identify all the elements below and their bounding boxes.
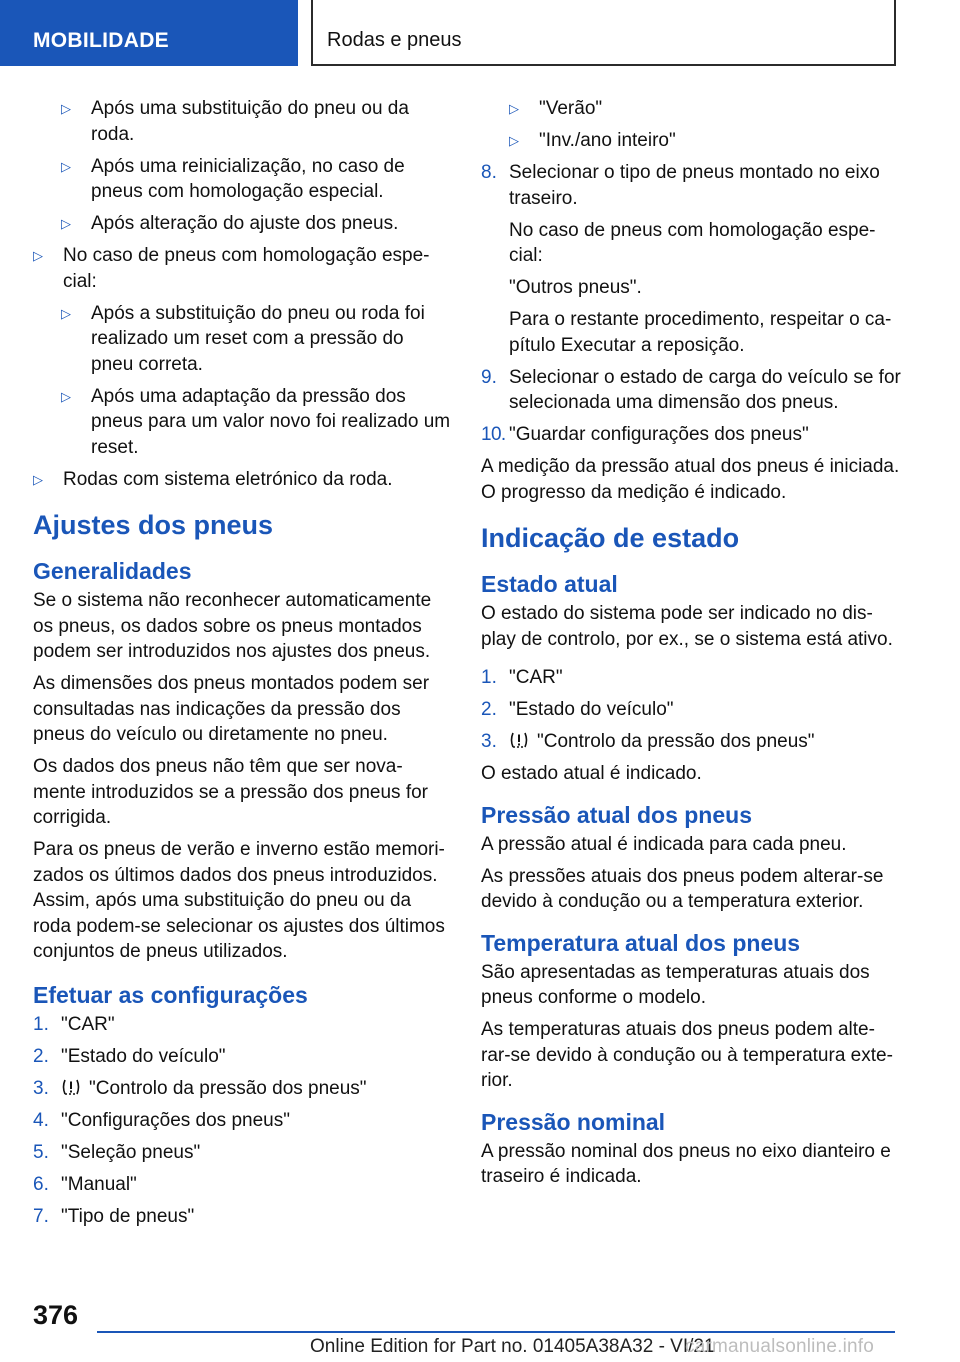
edition-text: Online Edition for Part no. 01405A38A32 - VI/21	[310, 1336, 715, 1357]
step-item: 1. "CAR"	[33, 1013, 115, 1035]
paragraph: A pressão atual é indicada para cada pneu.	[481, 833, 847, 855]
chapter-title: Rodas e pneus	[327, 29, 462, 51]
step-continuation: No caso de pneus com homologação espe‐cial:	[509, 219, 876, 266]
section-tab	[0, 0, 298, 66]
section-title: MOBILIDADE	[33, 29, 169, 52]
heading-pressao-atual: Pressão atual dos pneus	[481, 801, 752, 828]
heading-estado-atual: Estado atual	[481, 571, 618, 597]
heading-pressao-nominal: Pressão nominal	[481, 1108, 666, 1135]
step-item: 8. Selecionar o tipo de pneus montado no eixo traseiro.	[481, 162, 880, 209]
list-item: ▷ Após uma adaptação da pressão dos pneus para um valor novo foi realizado um reset.	[61, 385, 451, 458]
list-item: ▷ Após uma substituição do pneu ou da roda.	[61, 98, 409, 145]
triangle-right-icon: ▷	[509, 133, 519, 148]
step-item: 3. "Controlo da pressão dos pneus"	[33, 1077, 367, 1099]
paragraph: As temperaturas atuais dos pneus podem alte‐rar-se devido à condução ou à temperatura exte‐rior.	[481, 1019, 893, 1091]
tire-pressure-warning-icon	[61, 1078, 81, 1096]
right-column	[481, 96, 901, 1196]
step-item: 2. "Estado do veículo"	[481, 699, 674, 720]
triangle-right-icon: ▷	[33, 471, 43, 487]
tire-pressure-warning-icon	[509, 731, 529, 749]
heading-efetuar: Efetuar as configurações	[33, 981, 308, 1008]
list-item: ▷ No caso de pneus com homologação espe‐cial:	[33, 245, 430, 292]
paragraph: Para os pneus de verão e inverno estão memori‐zados os últimos dados dos pneus introduzidos. Assim, após uma substituição do pneu ou da roda podem-se selecionar os ajustes dos últimos conjuntos de pneus utilizados.	[33, 839, 445, 962]
heading-temperatura: Temperatura atual dos pneus	[481, 929, 801, 956]
triangle-right-icon: ▷	[61, 101, 71, 116]
paragraph: A pressão nominal dos pneus no eixo dianteiro e traseiro é indicada.	[481, 1140, 891, 1187]
list-item: ▷ "Verão"	[509, 96, 901, 122]
step-item: 1. "CAR"	[481, 667, 563, 688]
step-item: 6. "Manual"	[33, 1173, 137, 1195]
paragraph: São apresentadas as temperaturas atuais dos pneus conforme o modelo.	[481, 961, 870, 1008]
list-item: ▷ Após a substituição do pneu ou roda foi realizado um reset com a pressão do pneu correta.	[61, 302, 425, 375]
triangle-right-icon: ▷	[61, 158, 71, 174]
paragraph: O estado do sistema pode ser indicado no dis‐play de controlo, por ex., se o sistema está ativo.	[481, 603, 893, 650]
footer-divider	[97, 1331, 895, 1333]
step-item: 5. "Seleção pneus"	[33, 1141, 201, 1163]
paragraph: Os dados dos pneus não têm que ser nova‐mente introduzidos se a pressão dos pneus for corrigida.	[33, 756, 429, 828]
chapter-tab	[311, 0, 896, 66]
page-number: 376	[33, 1300, 79, 1330]
page-header	[0, 0, 960, 66]
triangle-right-icon: ▷	[61, 305, 71, 321]
triangle-right-icon: ▷	[509, 101, 519, 116]
step-item: 9. Selecionar o estado de carga do veículo se for selecionada uma dimensão dos pneus.	[481, 366, 901, 413]
list-item: ▷ Rodas com sistema eletrónico da roda.	[33, 467, 451, 493]
list-item: ▷ Após uma reinicialização, no caso de pneus com homologação especial.	[61, 155, 405, 202]
paragraph: As dimensões dos pneus montados podem ser consultadas nas indicações da pressão dos pneus do veículo ou diretamente no pneu.	[33, 673, 430, 745]
step-item: 4. "Configurações dos pneus"	[33, 1109, 290, 1131]
step-continuation: "Outros pneus".	[509, 277, 642, 298]
watermark: carmanualsonline.info	[685, 1336, 875, 1357]
step-item: 2. "Estado do veículo"	[33, 1045, 226, 1067]
step-item: 10. "Guardar configurações dos pneus"	[481, 424, 809, 445]
paragraph: As pressões atuais dos pneus podem alterar-se devido à condução ou a temperatura exterior.	[481, 865, 884, 912]
list-item: ▷ Após alteração do ajuste dos pneus.	[61, 211, 451, 237]
paragraph: Se o sistema não reconhecer automaticamente os pneus, os dados sobre os pneus montados podem ser introduzidos nos ajustes dos pneus.	[33, 590, 432, 662]
left-column	[33, 96, 451, 1236]
paragraph: A medição da pressão atual dos pneus é iniciada. O progresso da medição é indicado.	[481, 456, 900, 503]
step-continuation: Para o restante procedimento, respeitar o ca‐pítulo Executar a reposição.	[509, 309, 892, 356]
list-item: ▷ "Inv./ano inteiro"	[509, 128, 901, 154]
triangle-right-icon: ▷	[33, 248, 43, 263]
paragraph: O estado atual é indicado.	[481, 763, 702, 784]
heading-indicacao: Indicação de estado	[481, 523, 740, 553]
triangle-right-icon: ▷	[61, 388, 71, 404]
step-item: 7. "Tipo de pneus"	[33, 1205, 195, 1227]
step-item: 3. "Controlo da pressão dos pneus"	[481, 731, 815, 752]
heading-ajustes: Ajustes dos pneus	[33, 510, 274, 540]
heading-generalidades: Generalidades	[33, 558, 192, 584]
triangle-right-icon: ▷	[61, 216, 71, 231]
